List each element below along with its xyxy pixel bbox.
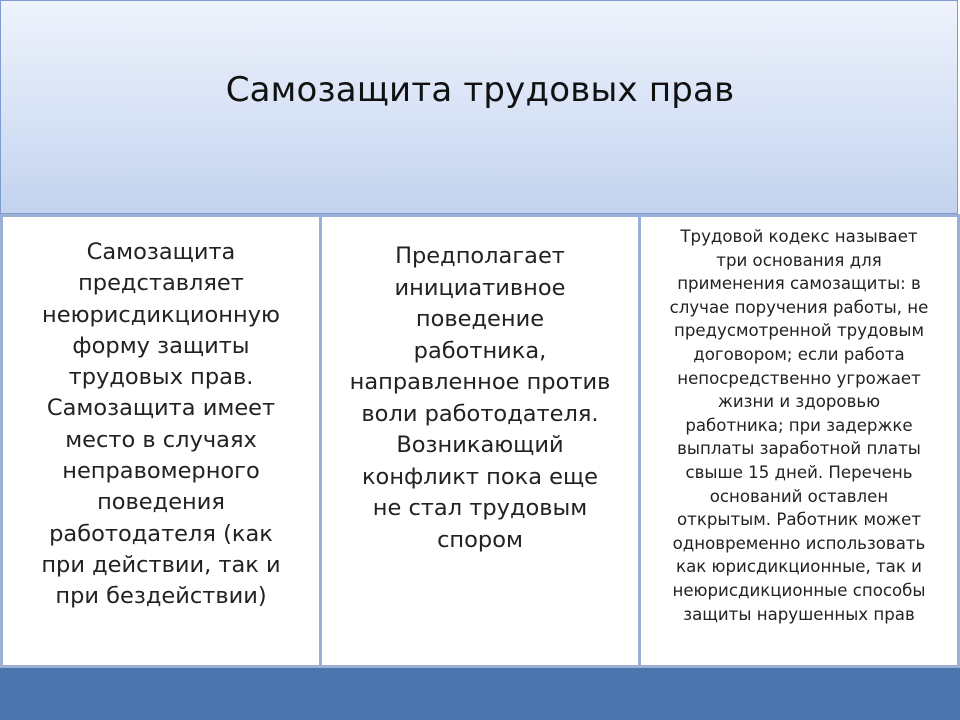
column-definition	[0, 214, 322, 668]
columns-table	[0, 214, 960, 668]
column-definition-text: Самозащита представляет неюрисдикционную форму защиты трудовых прав. Самозащита имеет место в случаях неправомерного поведения работодателя (как при действии, так и при бездействии)	[41, 239, 281, 610]
column-behavior-text: Предполагает инициативное поведение работника, направленное против воли работодателя. Возникающий конфликт пока еще не стал трудовым спором	[349, 243, 611, 553]
column-behavior	[319, 214, 641, 668]
slide-title: Самозащита трудовых прав	[225, 70, 735, 110]
column-grounds	[638, 214, 960, 668]
footer-bar	[0, 668, 960, 720]
column-grounds-text: Трудовой кодекс называет три основания для применения самозащиты: в случае поручения работы, не предусмотренной трудовым договором; если работа непосредственно угрожает жизни и здоровью работника; при задержке выплаты заработной платы свыше 15 дней. Перечень оснований оставлен открытым. Работник может одновременно использовать как юрисдикционные, так и неюрисдикционные способы защиты нарушенных прав	[669, 227, 929, 624]
